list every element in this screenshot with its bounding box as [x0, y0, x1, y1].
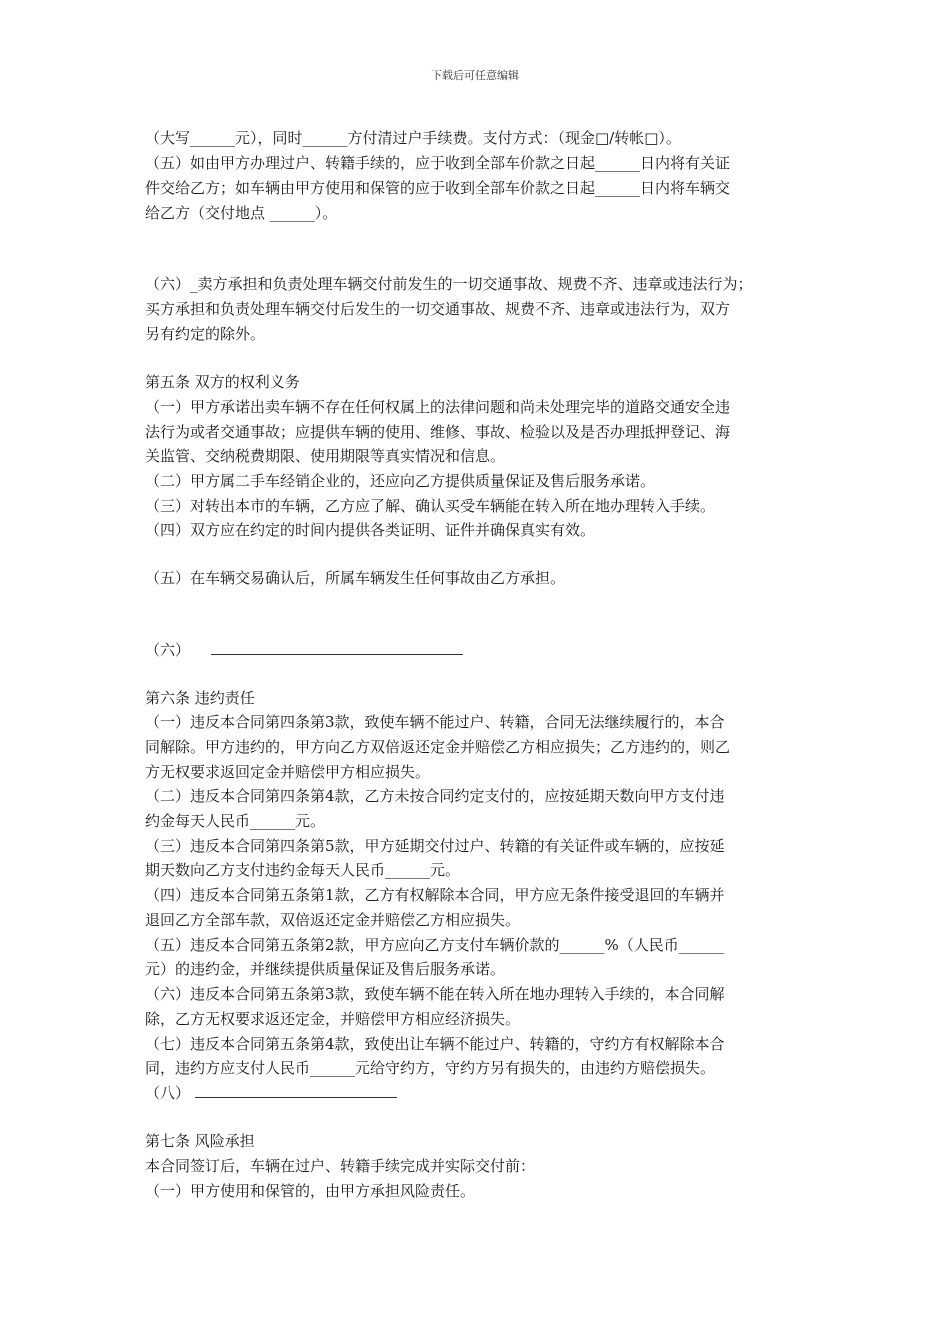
text-line: （六）_卖方承担和负责处理车辆交付前发生的一切交通事故、规费不齐、违章或违法行为；: [145, 275, 753, 293]
blank-underline: [195, 1083, 397, 1098]
text-line: （七）违反本合同第五条第4款，致使出让车辆不能过户、转籍的，守约方有权解除本合: [145, 1035, 725, 1053]
text-line: 件交给乙方；如车辆由甲方使用和保管的应于收到全部车价款之日起______日内将车辆交: [145, 179, 731, 197]
item-label: （八）: [145, 1084, 191, 1102]
text-line: 同解除。甲方违约的，甲方向乙方双倍返还定金并赔偿乙方相应损失；乙方违约的，则乙: [145, 738, 731, 756]
section-heading: 第五条 双方的权利义务: [145, 373, 300, 391]
text-line: 另有约定的除外。: [145, 325, 266, 343]
text-line: （大写______元），同时______方付清过户手续费。支付方式：（现金□/转帐□）。: [145, 129, 681, 147]
text-line: （二）甲方属二手车经销企业的，还应向乙方提供质量保证及售后服务承诺。: [145, 472, 656, 490]
text-line: 给乙方（交付地点 ______）。: [145, 204, 338, 222]
text-line: 买方承担和负责处理车辆交付后发生的一切交通事故、规费不齐、违章或违法行为，双方: [145, 300, 731, 318]
text-line: （二）违反本合同第四条第4款，乙方未按合同约定支付的，应按延期天数向甲方支付违: [145, 787, 725, 805]
text-line: （一）违反本合同第四条第3款，致使车辆不能过户、转籍，合同无法继续履行的，本合: [145, 713, 725, 731]
text-line: 期天数向乙方支付违约金每天人民币______元。: [145, 861, 461, 879]
text-line: 方无权要求返回定金并赔偿甲方相应损失。: [145, 763, 431, 781]
section-heading: 第七条 风险承担: [145, 1132, 255, 1150]
text-line: 法行为或者交通事故；应提供车辆的使用、维修、事故、检验以及是否办理抵押登记、海: [145, 423, 731, 441]
text-line: 关监管、交纳税费期限、使用期限等真实情况和信息。: [145, 447, 506, 465]
text-line: 本合同签订后，车辆在过户、转籍手续完成并实际交付前：: [145, 1157, 536, 1175]
text-line: （四）双方应在约定的时间内提供各类证明、证件并确保真实有效。: [145, 521, 596, 539]
page-header: 下载后可任意编辑: [431, 69, 519, 82]
text-line: （五）在车辆交易确认后，所属车辆发生任何事故由乙方承担。: [145, 569, 566, 587]
text-line: [145, 1083, 397, 1103]
text-line: （一）甲方承诺出卖车辆不存在任何权属上的法律问题和尚未处理完毕的道路交通安全违: [145, 398, 731, 416]
text-line: 除，乙方无权要求返还定金，并赔偿甲方相应经济损失。: [145, 1010, 521, 1028]
section-heading: 第六条 违约责任: [145, 689, 255, 707]
text-line: （三）违反本合同第四条第5款，甲方延期交付过户、转籍的有关证件或车辆的，应按延: [145, 837, 725, 855]
text-line: 元）的违约金，并继续提供质量保证及售后服务承诺。: [145, 960, 506, 978]
text-line: [145, 640, 463, 660]
text-line: （五）违反本合同第五条第2款，甲方应向乙方支付车辆价款的______%（人民币______: [145, 936, 724, 954]
text-line: 退回乙方全部车款，双倍返还定金并赔偿乙方相应损失。: [145, 911, 521, 929]
text-line: （一）甲方使用和保管的，由甲方承担风险责任。: [145, 1182, 476, 1200]
text-line: 同，违约方应支付人民币______元给守约方，守约方另有损失的，由违约方赔偿损失。: [145, 1059, 716, 1077]
item-label: （六）: [145, 641, 191, 659]
blank-underline: [211, 640, 463, 655]
text-line: （三）对转出本市的车辆，乙方应了解、确认买受车辆能在转入所在地办理转入手续。: [145, 497, 716, 515]
text-line: （六）违反本合同第五条第3款，致使车辆不能在转入所在地办理转入手续的，本合同解: [145, 985, 725, 1003]
text-line: （四）违反本合同第五条第1款，乙方有权解除本合同，甲方应无条件接受退回的车辆并: [145, 886, 725, 904]
text-line: 约金每天人民币______元。: [145, 812, 326, 830]
text-line: （五）如由甲方办理过户、转籍手续的，应于收到全部车价款之日起______日内将有关证: [145, 154, 731, 172]
